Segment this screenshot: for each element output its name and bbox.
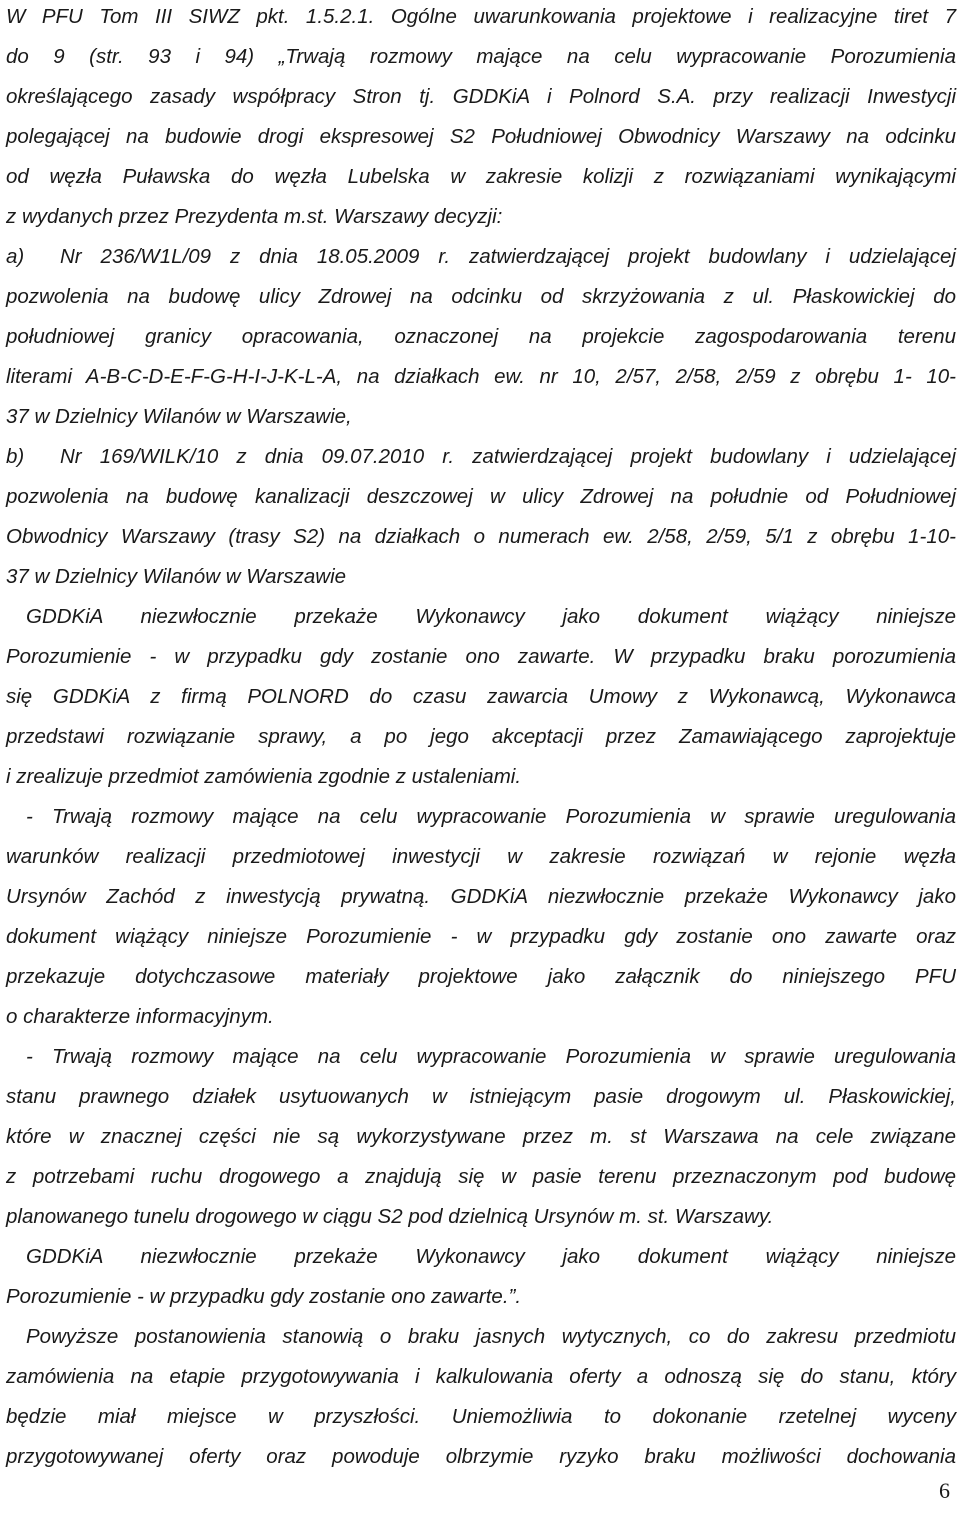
- text-line: W PFU Tom III SIWZ pkt. 1.5.2.1. Ogólne uwarunkowania projektowe i realizacyjne tiret 7: [6, 5, 956, 28]
- text-line: GDDKiA niezwłocznie przekaże Wykonawcy jako dokument wiążący niniejsze: [26, 605, 956, 628]
- text-line: przedstawi rozwiązanie sprawy, a po jego akceptacji przez Zamawiającego zaprojektuje: [6, 725, 956, 748]
- text-line: przygotowywanej oferty oraz powoduje olbrzymie ryzyko braku możliwości dochowania: [6, 1445, 956, 1468]
- text-line: i zrealizuje przedmiot zamówienia zgodnie z ustaleniami.: [6, 765, 522, 788]
- text-line: - Trwają rozmowy mające na celu wypracowanie Porozumienia w sprawie uregulowania: [26, 1045, 956, 1068]
- text-line: [6, 444, 956, 470]
- text-line: od węzła Puławska do węzła Lubelska w zakresie kolizji z rozwiązaniami wynikającymi: [6, 165, 956, 188]
- text-line: Porozumienie - w przypadku gdy zostanie ono zawarte.”.: [6, 1285, 522, 1308]
- text-line: planowanego tunelu drogowego w ciągu S2 pod dzielnicą Ursynów m. st. Warszawy.: [6, 1205, 774, 1228]
- text-line: stanu prawnego działek usytuowanych w istniejącym pasie drogowym ul. Płaskowickiej,: [6, 1085, 956, 1108]
- text-line: dokument wiążący niniejsze Porozumienie - w przypadku gdy zostanie ono zawarte oraz: [6, 925, 956, 948]
- text-line: - Trwają rozmowy mające na celu wypracowanie Porozumienia w sprawie uregulowania: [26, 805, 956, 828]
- text-line: 37 w Dzielnicy Wilanów w Warszawie: [6, 565, 347, 588]
- text-line: Powyższe postanowienia stanowią o braku jasnych wytycznych, co do zakresu przedmiotu: [26, 1325, 956, 1348]
- list-label: a): [6, 245, 25, 268]
- text-line: 37 w Dzielnicy Wilanów w Warszawie,: [6, 405, 352, 428]
- text-line: [6, 244, 956, 270]
- text-line: Ursynów Zachód z inwestycją prywatną. GDDKiA niezwłocznie przekaże Wykonawcy jako: [6, 885, 956, 908]
- text-line: z wydanych przez Prezydenta m.st. Warszawy decyzji:: [6, 205, 503, 228]
- text-line: literami A-B-C-D-E-F-G-H-I-J-K-L-A, na działkach ew. nr 10, 2/57, 2/58, 2/59 z obrębu 1- 10-: [6, 365, 956, 388]
- text-line: pozwolenia na budowę ulicy Zdrowej na odcinku od skrzyżowania z ul. Płaskowickiej do: [6, 285, 956, 308]
- text-line: o charakterze informacyjnym.: [6, 1005, 274, 1028]
- list-label: b): [6, 445, 25, 468]
- text-line: przekazuje dotychczasowe materiały projektowe jako załącznik do niniejszego PFU: [6, 965, 956, 988]
- text-line: z potrzebami ruchu drogowego a znajdują się w pasie terenu przeznaczonym pod budowę: [6, 1165, 956, 1188]
- text-line: do 9 (str. 93 i 94) „Trwają rozmowy mające na celu wypracowanie Porozumienia: [6, 45, 956, 68]
- list-text: Nr 169/WILK/10 z dnia 09.07.2010 r. zatwierdzającej projekt budowlany i udzielającej: [60, 445, 956, 468]
- text-line: się GDDKiA z firmą POLNORD do czasu zawarcia Umowy z Wykonawcą, Wykonawca: [6, 685, 956, 708]
- text-line: będzie miał miejsce w przyszłości. Uniemożliwia to dokonanie rzetelnej wyceny: [6, 1405, 956, 1428]
- text-line: określającego zasady współpracy Stron tj. GDDKiA i Polnord S.A. przy realizacji Inwestycji: [6, 85, 956, 108]
- text-line: warunków realizacji przedmiotowej inwestycji w zakresie rozwiązań w rejonie węzła: [6, 845, 956, 868]
- text-line: Porozumienie - w przypadku gdy zostanie ono zawarte. W przypadku braku porozumienia: [6, 645, 956, 668]
- text-line: zamówienia na etapie przygotowywania i kalkulowania oferty a odnoszą się do stanu, który: [6, 1365, 956, 1388]
- page-number: 6: [939, 1478, 950, 1503]
- text-line: polegającej na budowie drogi ekspresowej S2 Południowej Obwodnicy Warszawy na odcinku: [6, 125, 956, 148]
- text-line: południowej granicy opracowania, oznaczonej na projekcie zagospodarowania terenu: [6, 325, 956, 348]
- text-line: które w znacznej części nie są wykorzystywane przez m. st Warszawa na cele związane: [6, 1125, 956, 1148]
- text-line: GDDKiA niezwłocznie przekaże Wykonawcy jako dokument wiążący niniejsze: [26, 1245, 956, 1268]
- text-line: Obwodnicy Warszawy (trasy S2) na działkach o numerach ew. 2/58, 2/59, 5/1 z obrębu 1-10-: [6, 525, 956, 548]
- text-line: pozwolenia na budowę kanalizacji deszczowej w ulicy Zdrowej na południe od Południowej: [6, 485, 956, 508]
- list-text: Nr 236/W1L/09 z dnia 18.05.2009 r. zatwierdzającej projekt budowlany i udzielającej: [60, 245, 956, 268]
